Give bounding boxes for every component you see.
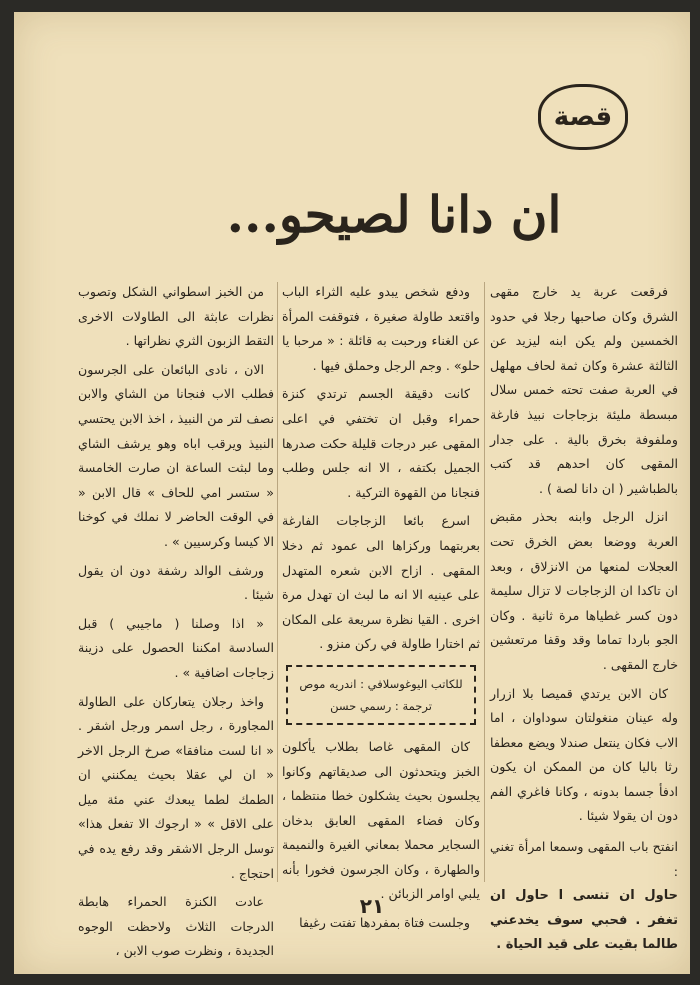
paragraph: كانت دقيقة الجسم ترتدي كنزة حمراء وقبل ان تختفي في اعلى المقهى عبر درجات قليلة حكت صدرها الجميل بكتفه ، الا انه جلس وطلب فنجانا من القهوة التركية . bbox=[282, 386, 480, 500]
story-title: ان دانا لصيحو... bbox=[226, 185, 562, 244]
column-left bbox=[78, 280, 274, 968]
column-divider-right bbox=[484, 282, 485, 882]
magazine-page bbox=[14, 12, 690, 974]
paragraph: واخذ رجلان يتعاركان على الطاولة المجاورة ، رجل اسمر ورجل اشقر . « انا لست منافقا» صرخ الرجل الاخر « ان لي عقلا بحيث يمكنني ان الطمك لطما يبعدك عني مئة ميل على الاقل » « ارجوك الا تفعل هذا» توسل الرجل الاشقر وقد رفع يده في احتجاج . bbox=[78, 693, 274, 881]
credit-author: للكاتب اليوغوسلافي : اندريه موص bbox=[299, 676, 463, 691]
column-right bbox=[490, 280, 678, 958]
paragraph: انزل الرجل وابنه بحذر مقبض العربة ووضعا بعض الخرق تحت العجلات لمنعها من الانزلاق ، وبعد ان تاكدا ان الزجاجات لا تزال سليمة دون كسر غطياها مرة ثانية . وكان الجو باردا تماما وقد وقفا مرتعشين خارج المقهى . bbox=[490, 509, 678, 672]
paragraph: كان الابن يرتدي قميصا بلا ازرار وله عينان منغولتان سوداوان ، اما الاب فكان ينتعل صندلا ويضع معطفا رثا باليا كان من الممكن ان يكون ادفأ جسما بدونه ، وكانا فاغري الفم دون ان يقولا شيئا . bbox=[490, 685, 678, 824]
song-quote bbox=[490, 835, 678, 958]
paragraph: اسرع بائعا الزجاجات الفارغة بعربتهما وركزاها الى عمود ثم دخلا المقهى . ازاح الابن شعره المتهدل على عينيه الا انه ما لبث ان تهدل مرة اخرى . القيا نظرة سريعة على المكان ثم اختارا طاولة في ركن منزو . bbox=[282, 513, 480, 652]
quote-lead: انفتح باب المقهى وسمعا امرأة تغني : bbox=[490, 839, 678, 879]
column-divider-left bbox=[277, 282, 278, 882]
author-credit-box bbox=[286, 665, 476, 725]
paragraph: كان المقهى غاصا بطلاب يأكلون الخبز ويتحدثون الى صديقاتهم وكانوا يجلسون بحيث يشكلون خطا منتظما ، وكان فضاء المقهى العابق بدخان السجاير محملا بمعاني الغيرة والنميمة والطهارة ، وكان الجرسون فخورا بأنه يلبي اوامر الزبائن . bbox=[282, 738, 480, 902]
paragraph: فرقعت عربة يد خارج مقهى الشرق وكان صاحبها رجلا في حدود الخمسين ولم يكن ابنه ليزيد عن الثالثة عشرة وكان ثمة لحاف مهلهل في العربة صفت تحته خمس سلال مبسطة مليئة بزجاجات نبيذ فارغة وملفوفة بخرق بالية . على جدار المقهى كان احدهم قد كتب بالطباشير ( ان دانا لصة ) . bbox=[490, 284, 678, 496]
story-label-badge bbox=[538, 84, 628, 150]
paragraph: ودفع شخص يبدو عليه الثراء الباب واقتعد طاولة صغيرة ، فتوقفت المرأة عن الغناء ورحبت به قائلة : « مرحبا يا حلو» . وجم الرجل وحملق فيها . bbox=[282, 284, 480, 373]
story-label: قصة bbox=[553, 102, 613, 132]
paragraph: عادت الكنزة الحمراء هابطة الدرجات الثلاث ولاحظت الوجوه الجديدة ، ونظرت صوب الابن ، bbox=[78, 894, 274, 959]
paragraph: ورشف الوالد رشفة دون ان يقول شيئا . bbox=[78, 562, 274, 603]
credit-translator: ترجمة : رسمي حسن bbox=[330, 698, 432, 713]
paragraph: الان ، نادى البائعان على الجرسون فطلب الاب فنجانا من الشاي والابن نصف لتر من النبيذ ، اخذ الابن يحتسي النبيذ ويرقب اباه وهو يرشف الشاي وما لبثت الساعة ان صارت الخامسة « ستسر امي للحاف » قال الابن « في الوقت الحاضر لا نملك في كوخنا الا كيسا وكرسيين » . bbox=[78, 361, 274, 549]
paragraph: من الخبز اسطواني الشكل وتصوب نظرات عابثة الى الطاولات الاخرى التقط الزبون الثري نظراتها . bbox=[78, 284, 274, 349]
quote-text: حاول ان تنسى ا حاول ان تغفر . فحبي سوف يخدعني طالما بقيت على قيد الحياة . bbox=[490, 888, 678, 953]
paragraph: وجلست فتاة بمفردها تفتت رغيفا bbox=[299, 915, 470, 931]
column-middle bbox=[282, 280, 480, 940]
page-number: ٢١ bbox=[359, 894, 385, 918]
paragraph: « اذا وصلنا ( ماجيبي ) قبل السادسة امكننا الحصول على دزينة زجاجات اضافية » . bbox=[78, 615, 274, 680]
